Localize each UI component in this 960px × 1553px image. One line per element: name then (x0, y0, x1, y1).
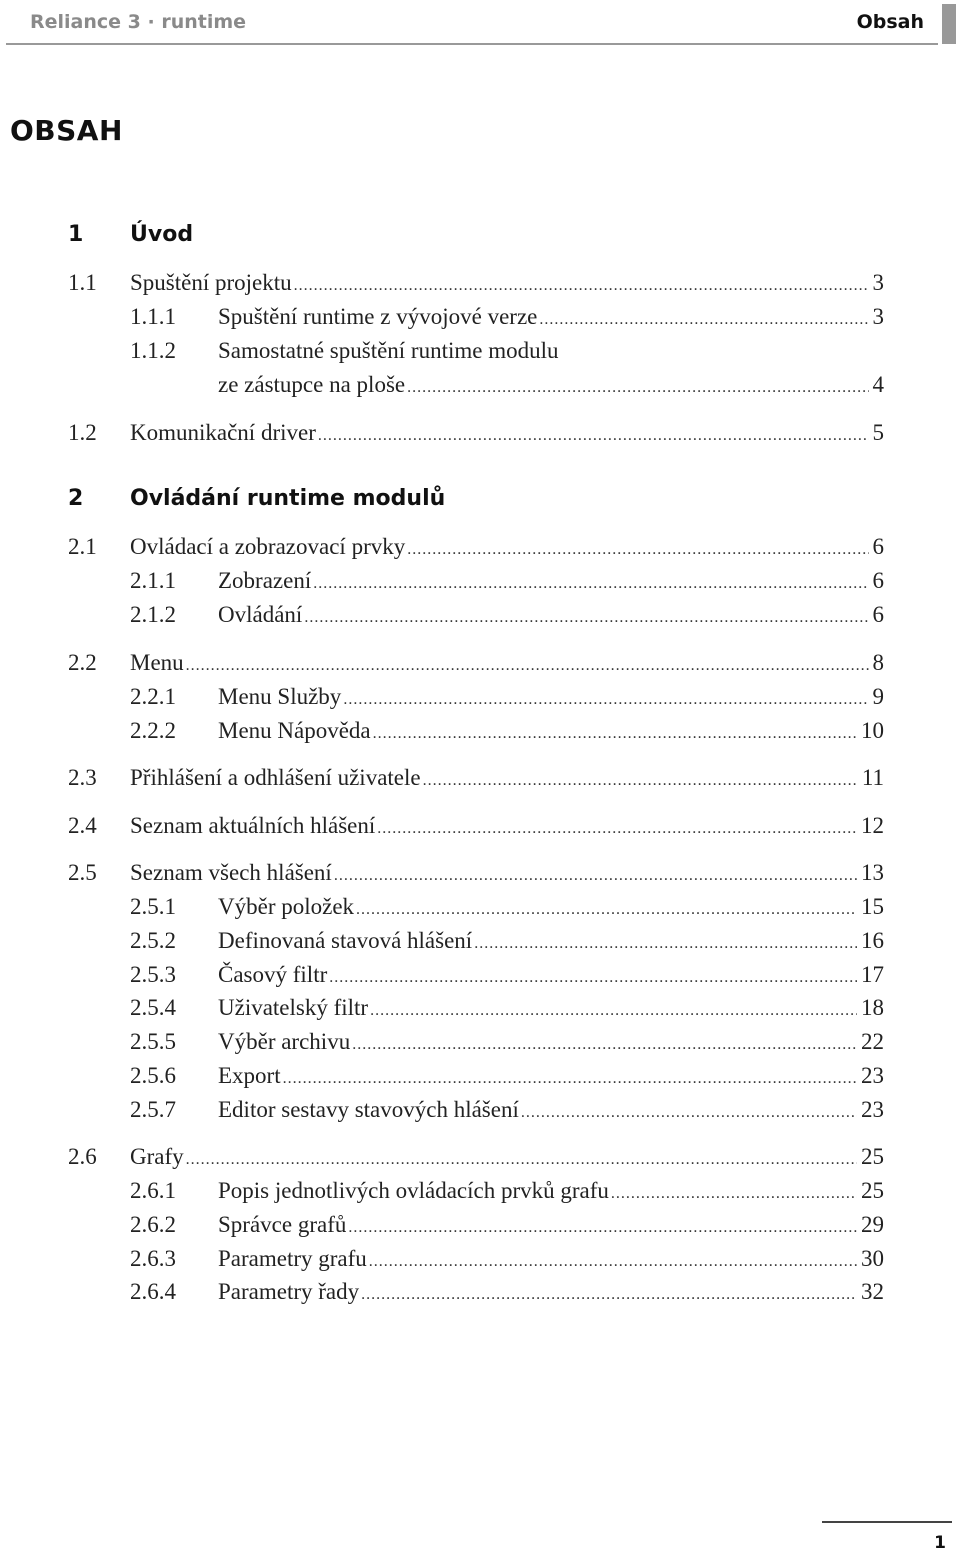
toc-number: 2.2 (68, 650, 97, 675)
header-tab-marker (942, 4, 956, 44)
toc-label: Popis jednotlivých ovládacích prvků grafu (218, 1178, 609, 1203)
toc-number: 2.2.1 (130, 684, 176, 709)
toc-label: Přihlášení a odhlášení uživatele (130, 765, 421, 790)
toc-number: 2.5.4 (130, 995, 176, 1020)
toc-page-number: 17 (861, 962, 884, 987)
toc-leader-dots (539, 305, 868, 335)
toc-leader-dots (318, 421, 869, 451)
toc-leader-dots (611, 1179, 857, 1209)
toc-page-number: 4 (872, 372, 884, 397)
toc-entry-2-6-1[interactable] (0, 1176, 960, 1206)
toc-entry-1-1-1[interactable] (0, 302, 960, 332)
page-number: 1 (934, 1533, 946, 1553)
toc-label: Seznam aktuálních hlášení (130, 813, 376, 838)
toc-entry-2-5-6[interactable] (0, 1061, 960, 1091)
toc-leader-dots (304, 603, 868, 633)
toc-page-number: 25 (861, 1144, 884, 1169)
toc-label: Spuštění runtime z vývojové verze (218, 304, 538, 329)
toc-entry-2-1-2[interactable] (0, 600, 960, 630)
toc-number: 2.4 (68, 813, 97, 838)
toc-leader-dots (361, 1280, 857, 1310)
page-header (0, 0, 960, 46)
toc-leader-dots (294, 271, 869, 301)
toc-number: 2.1.2 (130, 602, 176, 627)
toc-label: Výběr položek (218, 894, 355, 919)
toc-page-number: 9 (872, 684, 884, 709)
toc-number: 1.1.1 (130, 304, 176, 329)
toc-leader-dots (521, 1098, 857, 1128)
toc-page-number: 11 (861, 765, 884, 790)
toc-page-number: 10 (861, 718, 884, 743)
toc-page-number: 6 (872, 534, 884, 559)
toc-label: Spuštění projektu (130, 270, 292, 295)
toc-number: 2.1.1 (130, 568, 176, 593)
toc-page-number: 6 (872, 602, 884, 627)
toc-leader-dots (186, 1145, 857, 1175)
toc-label: Parametry řady (218, 1279, 360, 1304)
toc-label: Zobrazení (218, 568, 312, 593)
toc-leader-dots (356, 895, 857, 925)
toc-entry-2-2-2[interactable] (0, 716, 960, 746)
toc-entry-2-6-2[interactable] (0, 1210, 960, 1240)
toc-label: Editor sestavy stavových hlášení (218, 1097, 519, 1122)
toc-label: Ovládací a zobrazovací prvky (130, 534, 406, 559)
toc-entry-2-5-7[interactable] (0, 1095, 960, 1125)
toc-chapter-1[interactable] (0, 220, 960, 250)
toc-label-continued: ze zástupce na ploše (218, 372, 406, 397)
toc-entry-2-5-3[interactable] (0, 960, 960, 990)
toc-label: Samostatné spuštění runtime modulu (218, 338, 559, 363)
toc-leader-dots (370, 996, 857, 1026)
toc-page-number: 3 (872, 304, 884, 329)
toc-leader-dots (423, 766, 858, 796)
toc-leader-dots (283, 1064, 857, 1094)
toc-label: Seznam všech hlášení (130, 860, 332, 885)
toc-leader-dots (186, 651, 869, 681)
toc-label: Menu (130, 650, 184, 675)
toc-leader-dots (348, 1213, 857, 1243)
toc-leader-dots (407, 535, 868, 565)
toc-entry-2-2-1[interactable] (0, 682, 960, 712)
toc-number: 2.5.1 (130, 894, 176, 919)
toc-label: Menu Nápověda (218, 718, 371, 743)
toc-number: 2 (68, 486, 84, 511)
toc-number: 2.5 (68, 860, 97, 885)
toc-page-number: 6 (872, 568, 884, 593)
toc-label: Uživatelský filtr (218, 995, 369, 1020)
toc-label: Grafy (130, 1144, 184, 1169)
toc-label: Úvod (130, 222, 194, 247)
toc-leader-dots (369, 1247, 857, 1277)
toc-number: 2.5.3 (130, 962, 176, 987)
toc-number: 2.6 (68, 1144, 97, 1169)
toc-entry-1-1[interactable] (0, 268, 960, 298)
toc-label: Parametry grafu (218, 1246, 367, 1271)
toc-entry-2-1[interactable] (0, 532, 960, 562)
header-section-title: Obsah (856, 11, 924, 33)
toc-number: 2.3 (68, 765, 97, 790)
toc-label: Časový filtr (218, 962, 328, 987)
header-rule (6, 43, 938, 45)
toc-chapter-2[interactable] (0, 484, 960, 514)
toc-page-number: 16 (861, 928, 884, 953)
toc-entry-2-6-3[interactable] (0, 1244, 960, 1274)
toc-number: 1.1 (68, 270, 97, 295)
toc-page-number: 3 (872, 270, 884, 295)
page-title: OBSAH (10, 114, 123, 147)
toc-number: 1 (68, 222, 84, 247)
toc-label: Výběr archivu (218, 1029, 351, 1054)
toc-number: 2.5.7 (130, 1097, 176, 1122)
toc-label: Ovládání (218, 602, 303, 627)
toc-entry-2-5-1[interactable] (0, 892, 960, 922)
toc-label: Komunikační driver (130, 420, 316, 445)
toc-entry-2-5-2[interactable] (0, 926, 960, 956)
toc-number: 2.6.4 (130, 1279, 176, 1304)
toc-label: Menu Služby (218, 684, 342, 709)
toc-entry-2-5-4[interactable] (0, 993, 960, 1023)
toc-page-number: 5 (872, 420, 884, 445)
toc-entry-2-6[interactable] (0, 1142, 960, 1172)
toc-leader-dots (352, 1030, 857, 1060)
toc-label: Definovaná stavová hlášení (218, 928, 473, 953)
toc-leader-dots (313, 569, 868, 599)
toc-number: 2.6.1 (130, 1178, 176, 1203)
toc-entry-2-6-4[interactable] (0, 1277, 960, 1307)
toc-label: Export (218, 1063, 281, 1088)
toc-number: 2.5.2 (130, 928, 176, 953)
toc-page-number: 18 (861, 995, 884, 1020)
toc-entry-1-2[interactable] (0, 418, 960, 448)
toc-number: 2.6.2 (130, 1212, 176, 1237)
toc-leader-dots (334, 861, 857, 891)
toc-entry-2-3[interactable] (0, 763, 960, 793)
toc-entry-2-1-1[interactable] (0, 566, 960, 596)
toc-entry-1-1-2[interactable] (0, 336, 960, 366)
toc-label: Ovládání runtime modulů (130, 486, 446, 511)
toc-page-number: 30 (861, 1246, 884, 1271)
toc-number: 1.2 (68, 420, 97, 445)
toc-entry-2-4[interactable] (0, 811, 960, 841)
toc-page-number: 25 (861, 1178, 884, 1203)
toc-number: 2.1 (68, 534, 97, 559)
toc-entry-2-5[interactable] (0, 858, 960, 888)
toc-number: 2.6.3 (130, 1246, 176, 1271)
toc-entry-1-1-2-continued[interactable] (0, 370, 960, 400)
header-document-title: Reliance 3 · runtime (30, 11, 247, 33)
toc-label: Správce grafů (218, 1212, 347, 1237)
toc-number: 2.5.5 (130, 1029, 176, 1054)
toc-leader-dots (474, 929, 857, 959)
toc-leader-dots (373, 719, 857, 749)
toc-number: 2.5.6 (130, 1063, 176, 1088)
footer-rule (822, 1521, 952, 1523)
toc-page-number: 13 (861, 860, 884, 885)
toc-page-number: 15 (861, 894, 884, 919)
toc-leader-dots (343, 685, 868, 715)
toc-number: 2.2.2 (130, 718, 176, 743)
toc-page-number: 23 (861, 1097, 884, 1122)
toc-entry-2-5-5[interactable] (0, 1027, 960, 1057)
toc-leader-dots (377, 814, 857, 844)
toc-page-number: 29 (861, 1212, 884, 1237)
toc-page-number: 12 (861, 813, 884, 838)
toc-entry-2-2[interactable] (0, 648, 960, 678)
toc-page-number: 22 (861, 1029, 884, 1054)
toc-page-number: 23 (861, 1063, 884, 1088)
toc-number: 1.1.2 (130, 338, 176, 363)
toc-page-number: 8 (872, 650, 884, 675)
toc-page-number: 32 (861, 1279, 884, 1304)
toc-leader-dots (329, 963, 857, 993)
toc-leader-dots (407, 373, 868, 403)
